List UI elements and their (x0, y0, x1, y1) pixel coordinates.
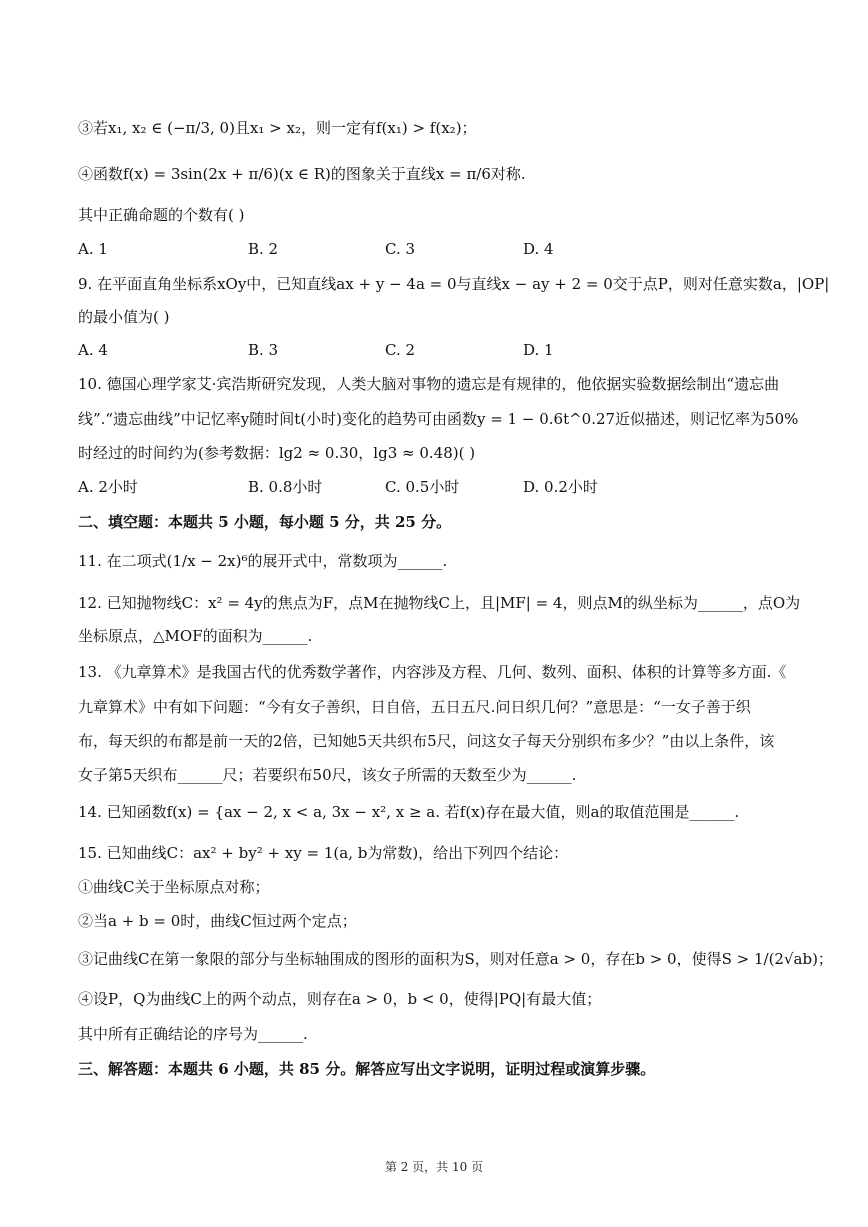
question-15-statement-4: ④设P，Q为曲线C上的两个动点，则存在a > 0，b < 0，使得|PQ|有最大值； (78, 990, 602, 1008)
option-c: C. 0.5小时 (385, 478, 460, 496)
option-a: A. 4 (78, 341, 108, 359)
question-14: 14. 已知函数f(x) = {ax − 2, x < a, 3x − x², x ≥ a. 若f(x)存在最大值，则a的取值范围是______. (78, 803, 740, 821)
section-2-heading: 二、填空题：本题共 5 小题，每小题 5 分，共 25 分。 (78, 513, 452, 531)
question-9-line-2: 的最小值为( ) (78, 308, 170, 326)
statement-3: ③若x₁, x₂ ∈ (−π/3, 0)且x₁ > x₂，则一定有f(x₁) > f(x₂)； (78, 119, 477, 137)
option-b: B. 0.8小时 (248, 478, 323, 496)
question-10-line-3: 时经过的时间约为(参考数据：lg2 ≈ 0.30，lg3 ≈ 0.48)( ) (78, 444, 476, 462)
question-15-line-1: 15. 已知曲线C：ax² + by² + xy = 1(a, b为常数)，给出下列四个结论： (78, 844, 569, 862)
question-12-line-2: 坐标原点，△MOF的面积为______. (78, 627, 313, 645)
question-10-line-2: 线”.“遗忘曲线”中记忆率y随时间t(小时)变化的趋势可由函数y = 1 − 0.6t^0.27近似描述，则记忆率为50% (78, 410, 799, 428)
question-12-line-1: 12. 已知抛物线C：x² = 4y的焦点为F，点M在抛物线C上，且|MF| = 4，则点M的纵坐标为______，点O为 (78, 594, 801, 612)
question-10-line-1: 10. 德国心理学家艾·宾浩斯研究发现，人类大脑对事物的遗忘是有规律的，他依据实验数据绘制出“遗忘曲 (78, 375, 780, 393)
page-footer: 第 2 页，共 10 页 (384, 1160, 484, 1174)
question-13-line-2: 九章算术》中有如下问题：“今有女子善织，日自倍，五日五尺.问日织几何？”意思是：“一女子善于织 (78, 698, 751, 716)
option-a: A. 1 (78, 240, 108, 258)
option-c: C. 3 (385, 240, 416, 258)
section-3-heading: 三、解答题：本题共 6 小题，共 85 分。解答应写出文字说明，证明过程或演算步骤。 (78, 1060, 656, 1078)
question-15-statement-2: ②当a + b = 0时，曲线C恒过两个定点； (78, 912, 357, 930)
question-9-line-1: 9. 在平面直角坐标系xOy中，已知直线ax + y − 4a = 0与直线x − ay + 2 = 0交于点P，则对任意实数a，|OP| (78, 275, 830, 293)
option-b: B. 3 (248, 341, 279, 359)
question-13-line-4: 女子第5天织布______尺；若要织布50尺，该女子所需的天数至少为______. (78, 766, 577, 784)
question-13-line-1: 13. 《九章算术》是我国古代的优秀数学著作，内容涉及方程、几何、数列、面积、体积的计算等多方面.《 (78, 663, 787, 681)
statement-4: ④函数f(x) = 3sin(2x + π/6)(x ∈ R)的图象关于直线x = π/6对称. (78, 165, 526, 183)
option-b: B. 2 (248, 240, 279, 258)
question-11: 11. 在二项式(1/x − 2x)⁶的展开式中，常数项为______. (78, 552, 448, 570)
option-d: D. 1 (523, 341, 554, 359)
question-15-statement-1: ①曲线C关于坐标原点对称； (78, 878, 270, 896)
option-c: C. 2 (385, 341, 416, 359)
question-8-prompt: 其中正确命题的个数有( ) (78, 206, 245, 224)
option-d: D. 4 (523, 240, 554, 258)
question-15-statement-3: ③记曲线C在第一象限的部分与坐标轴围成的图形的面积为S，则对任意a > 0，存在b > 0，使得S > 1/(2√ab)； (78, 950, 833, 968)
question-15-conclusion: 其中所有正确结论的序号为______. (78, 1025, 308, 1043)
question-13-line-3: 布，每天织的布都是前一天的2倍，已知她5天共织布5尺，问这女子每天分别织布多少？”由以上条件，该 (78, 732, 775, 750)
option-d: D. 0.2小时 (523, 478, 598, 496)
option-a: A. 2小时 (78, 478, 138, 496)
